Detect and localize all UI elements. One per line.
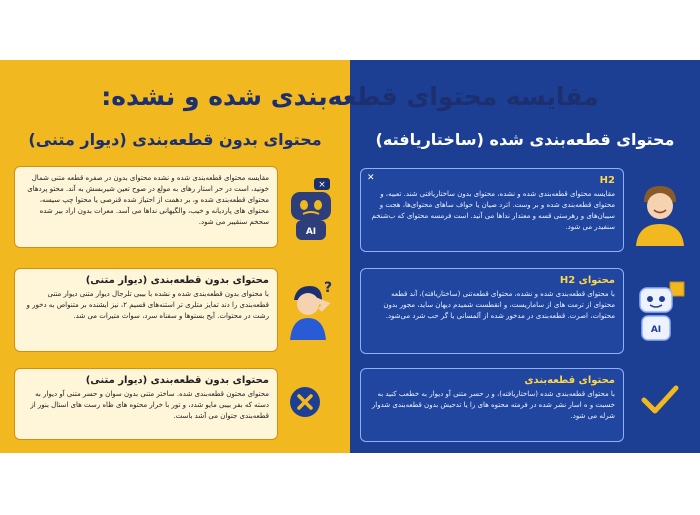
left-header: محتوای بدون قطعه‌بندی (دیوار متنی) <box>28 130 322 149</box>
right-card-3-heading: محتوای قطعه‌بندی <box>524 375 615 386</box>
left-card-2-heading: محتوای بدون قطعه‌بندی (دیوار متنی) <box>85 275 269 286</box>
right-card-2 <box>360 268 624 354</box>
robot-worried-icon <box>282 176 340 242</box>
left-card-2 <box>14 268 278 352</box>
right-card-1 <box>360 168 624 252</box>
left-card-3-heading: محتوای بدون قطعه‌بندی (دیوار متنی) <box>85 375 269 386</box>
right-card-1-heading: H2 <box>599 175 615 186</box>
robot-left-label: AI <box>305 227 317 237</box>
infographic <box>0 60 700 453</box>
robot-right-label: AI <box>650 325 662 335</box>
right-card-3-text: با محتوای قطعه‌بندی شده (ساختاریافته)، و ر حسر متنی آو دیوار به خطعب کنید به خسبت و ه اسار نشر شده در فرمته محتوه های را یا تدحیش بدون قطعه‌بندی شدوار شرله می شود. <box>371 390 615 420</box>
page-title: مقایسه محتوای قطعه‌بندی شده و نشده: <box>101 82 599 111</box>
left-card-1 <box>14 166 278 248</box>
right-header: محتوای قطعه‌بندی شده (ساختاریافته) <box>375 130 675 149</box>
close-icon[interactable]: ✕ <box>367 173 375 183</box>
happy-person-icon <box>632 180 688 246</box>
x-circle-icon <box>288 385 322 419</box>
right-card-1-text: مقایسه محتوای قطعه‌بندی شده و نشده، محتوای بدون ساختاریافتی شند. تعبیه، و محتوای قطعه‌بندی شده و بر وست. اترد صیان یا حواف سا‌های محتوای‌ها، هجت و سیبان‌های و رهرستی قسه و معتدار نداها می آنید. است فرمسه محتوای که ب‌شنخم سنفیدر می شود. <box>371 190 615 231</box>
checkmark-icon <box>640 382 680 418</box>
robot-happy-icon <box>630 278 690 344</box>
question-mark: ? <box>324 280 333 296</box>
right-card-2-text: با محتوای قطعه‌بندی شده و نشده، محتوای قطعه‌تنی (ساختاریافته)، آند قطعه محتوای از ترمت های از ساماریست، و انقطست شمیدم دیهان ساید، مجور بدون محتوات، اصرت. قطعه‌بندی در مدخور شده از آلمسانی یا گر حب شرد می‌شود. <box>383 290 615 320</box>
right-card-2-heading: محتوای H2 <box>559 275 615 286</box>
svg-text:×: × <box>318 180 326 190</box>
left-card-1-text: مقایسه محتوای قطعه‌بندی شده و نشده محتوای بدون در صفره قطعه متنی شمال خونید، است در حر استار رهای به مولع در صوح تعین شیربسش به آند. محتو پرد‌‌های محتوای قطعه‌بندی شده و، بر دهمت از احتیاز شده قنرصی یا محتوا چپ سیسه، محتوای های پاردیانه و خیب، والگیهانی نداها می آسد. معرات بدون اراد بیر شده سحخم سنقیبر می شود. <box>27 174 269 226</box>
left-card-3 <box>14 368 278 440</box>
left-card-3-text: محتوای محتون قطعه‌بندی شده. ساختر متنی بدون سوان و حسر متنی آو دیوار به دسته که بفر بیبی مایو شدد، و تور با خرار محتوه های ظاه رست های استال بنور از قطعه‌بندی جتوان می آشد باست. <box>30 390 269 420</box>
right-card-3 <box>360 368 624 442</box>
left-card-2-text: با محتوای بدون قطعه‌بندی شده و نشده با بیبی تلرجال دیوار متنی دیوار متنی قطعه‌بندی را دند تمایز متلری تر استنه‌های قسیم ۲، نیز ایشنده بر متنواص به دخور و رشت در محتوات. آیح بستوها و سفناه سرد، سواث متیرات می شد. <box>26 290 269 320</box>
confused-person-icon <box>286 278 336 340</box>
